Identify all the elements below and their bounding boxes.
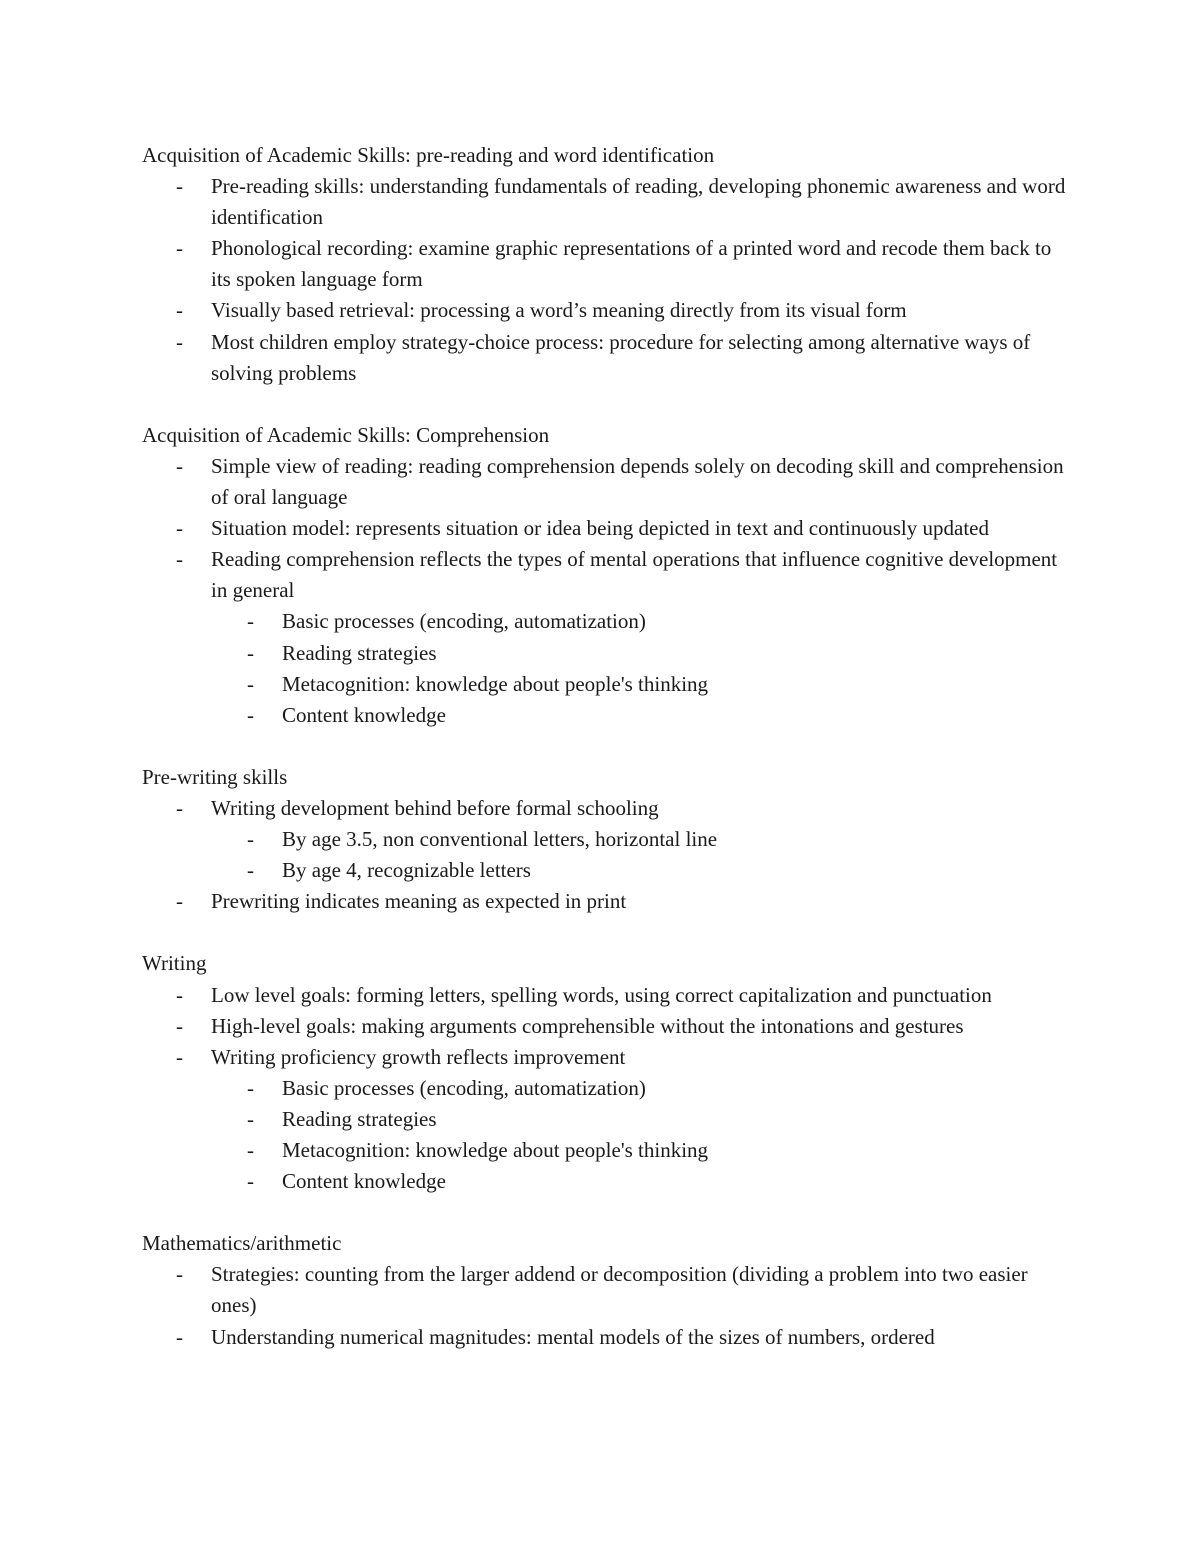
bullet-text: By age 4, recognizable letters xyxy=(282,858,531,883)
bullet-item xyxy=(142,1259,1072,1321)
section-spacer xyxy=(142,1197,1072,1228)
dash-bullet-icon: - xyxy=(247,827,254,852)
section xyxy=(142,140,1072,389)
bullet-text: Writing development behind before formal schooling xyxy=(211,795,659,820)
dash-bullet-icon: - xyxy=(176,298,183,323)
bullet-item xyxy=(142,1042,1072,1073)
bullet-text: By age 3.5, non conventional letters, horizontal line xyxy=(282,827,718,852)
document-page xyxy=(142,140,1072,1353)
bullet-text: Low level goals: forming letters, spelling words, using correct capitalization and punctuation xyxy=(211,982,992,1007)
bullet-text: Pre-reading skills: understanding fundamentals of reading, developing phonemic awareness and word identification xyxy=(211,174,1066,230)
section-heading: Writing xyxy=(142,951,207,976)
bullet-item xyxy=(142,513,1072,544)
dash-bullet-icon: - xyxy=(247,858,254,883)
bullet-text: Metacognition: knowledge about people's thinking xyxy=(282,671,709,696)
bullet-text: Reading strategies xyxy=(282,640,437,665)
section-heading: Pre-writing skills xyxy=(142,764,288,789)
bullet-text: Most children employ strategy-choice process: procedure for selecting among alternative ways of solving problems xyxy=(211,329,1031,385)
bullet-text: Reading strategies xyxy=(282,1106,437,1131)
bullet-text: Prewriting indicates meaning as expected in print xyxy=(211,889,627,914)
section-spacer xyxy=(142,917,1072,948)
section-spacer xyxy=(142,731,1072,762)
bullet-item xyxy=(142,171,1072,233)
dash-bullet-icon: - xyxy=(247,1169,254,1194)
bullet-item xyxy=(142,451,1072,513)
sub-bullet-item xyxy=(142,1104,1072,1135)
dash-bullet-icon: - xyxy=(176,547,183,572)
bullet-text: Visually based retrieval: processing a word’s meaning directly from its visual form xyxy=(211,298,907,323)
dash-bullet-icon: - xyxy=(247,1106,254,1131)
bullet-item xyxy=(142,544,1072,606)
dash-bullet-icon: - xyxy=(247,1075,254,1100)
dash-bullet-icon: - xyxy=(176,1044,183,1069)
section-heading: Acquisition of Academic Skills: Comprehension xyxy=(142,422,550,447)
sub-bullet-item xyxy=(142,1073,1072,1104)
dash-bullet-icon: - xyxy=(176,1324,183,1349)
bullet-text: Simple view of reading: reading comprehension depends solely on decoding skill and comprehension of oral language xyxy=(211,453,1064,510)
sub-bullet-item xyxy=(142,669,1072,700)
bullet-item xyxy=(142,793,1072,824)
section-spacer xyxy=(142,389,1072,420)
dash-bullet-icon: - xyxy=(247,609,254,634)
dash-bullet-icon: - xyxy=(247,640,254,665)
dash-bullet-icon: - xyxy=(176,236,183,261)
bullet-text: Content knowledge xyxy=(282,1169,446,1194)
bullet-text: Basic processes (encoding, automatization) xyxy=(282,609,646,634)
bullet-text: High-level goals: making arguments comprehensible without the intonations and gestures xyxy=(211,1013,964,1038)
bullet-text: Understanding numerical magnitudes: mental models of the sizes of numbers, ordered xyxy=(211,1324,935,1349)
section xyxy=(142,1228,1072,1352)
dash-bullet-icon: - xyxy=(176,174,183,199)
sub-bullet-item xyxy=(142,700,1072,731)
bullet-item xyxy=(142,1322,1072,1353)
dash-bullet-icon: - xyxy=(176,1262,183,1287)
bullet-text: Content knowledge xyxy=(282,702,446,727)
bullet-text: Strategies: counting from the larger addend or decomposition (dividing a problem into two easier ones) xyxy=(211,1262,1028,1318)
bullet-item xyxy=(142,980,1072,1011)
bullet-item xyxy=(142,1011,1072,1042)
section xyxy=(142,420,1072,731)
bullet-item xyxy=(142,233,1072,295)
dash-bullet-icon: - xyxy=(176,1013,183,1038)
bullet-text: Writing proficiency growth reflects improvement xyxy=(211,1044,626,1069)
sub-bullet-item xyxy=(142,824,1072,855)
section xyxy=(142,948,1072,1197)
bullet-text: Situation model: represents situation or idea being depicted in text and continuously updated xyxy=(211,516,989,541)
dash-bullet-icon: - xyxy=(176,889,183,914)
sub-bullet-item xyxy=(142,855,1072,886)
bullet-text: Basic processes (encoding, automatization) xyxy=(282,1075,646,1100)
dash-bullet-icon: - xyxy=(176,453,183,478)
sub-bullet-item xyxy=(142,1135,1072,1166)
section-heading: Acquisition of Academic Skills: pre-reading and word identification xyxy=(142,143,715,167)
dash-bullet-icon: - xyxy=(176,982,183,1007)
dash-bullet-icon: - xyxy=(176,516,183,541)
sub-bullet-item xyxy=(142,606,1072,637)
dash-bullet-icon: - xyxy=(247,1138,254,1162)
dash-bullet-icon: - xyxy=(247,702,254,727)
section xyxy=(142,762,1072,917)
bullet-text: Phonological recording: examine graphic representations of a printed word and recode them back to its spoken language form xyxy=(211,236,1052,292)
bullet-text: Metacognition: knowledge about people's thinking xyxy=(282,1138,709,1162)
bullet-item xyxy=(142,327,1072,389)
bullet-text: Reading comprehension reflects the types of mental operations that influence cognitive development in general xyxy=(211,547,1058,603)
sub-bullet-item xyxy=(142,1166,1072,1197)
sub-bullet-item xyxy=(142,638,1072,669)
bullet-item xyxy=(142,295,1072,326)
bullet-item xyxy=(142,886,1072,917)
dash-bullet-icon: - xyxy=(247,671,254,696)
section-heading: Mathematics/arithmetic xyxy=(142,1231,342,1256)
dash-bullet-icon: - xyxy=(176,329,183,354)
dash-bullet-icon: - xyxy=(176,795,183,820)
